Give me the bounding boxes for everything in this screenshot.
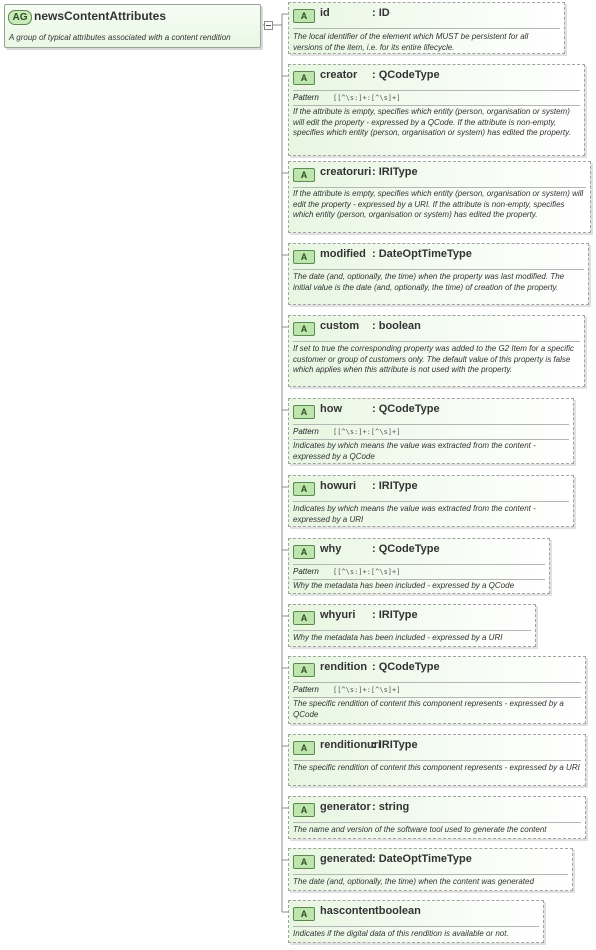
attribute-how[interactable]	[288, 398, 574, 464]
collapse-toggle-icon[interactable]	[264, 21, 273, 30]
attribute-whyuri[interactable]	[288, 604, 536, 647]
attribute-type: : boolean	[372, 905, 421, 917]
attribute-badge: A	[293, 168, 315, 182]
attribute-pattern-label: Pattern	[293, 427, 319, 436]
attribute-divider	[293, 341, 580, 342]
attribute-divider	[293, 579, 545, 580]
attribute-description: Indicates by which means the value was extracted from the content - expressed by a QCode	[293, 441, 536, 461]
attribute-description: Why the metadata has been included - expressed by a URI	[293, 633, 503, 642]
attribute-description: Why the metadata has been included - expressed by a QCode	[293, 581, 515, 590]
attribute-divider	[293, 564, 545, 565]
attribute-type: : QCodeType	[372, 403, 440, 415]
attribute-hascontent[interactable]	[288, 900, 544, 943]
attribute-description: The date (and, optionally, the time) when the content was generated	[293, 877, 534, 886]
attribute-description: If the attribute is empty, specifies which entity (person, organisation or system) will edit the property - expressed by a QCode. If the attribute is non-empty, specifies which entity (person, organisation or system) has edited the property.	[293, 107, 571, 137]
attribute-name: how	[320, 403, 342, 415]
attribute-badge: A	[293, 907, 315, 921]
attribute-pattern-value: [[^\s:]+:[^\s]+]	[333, 428, 401, 436]
attribute-group-box[interactable]	[4, 4, 261, 48]
attribute-type: : DateOptTimeType	[372, 248, 472, 260]
attribute-generator[interactable]	[288, 796, 586, 839]
attribute-creator[interactable]	[288, 64, 585, 156]
attribute-description: Indicates if the digital data of this rendition is available or not.	[293, 929, 509, 938]
attribute-badge: A	[293, 663, 315, 677]
attribute-badge: A	[293, 741, 315, 755]
attribute-pattern-label: Pattern	[293, 93, 319, 102]
attribute-name: id	[320, 7, 330, 19]
attribute-description: The name and version of the software tool used to generate the content	[293, 825, 547, 834]
attribute-pattern-value: [[^\s:]+:[^\s]+]	[333, 568, 401, 576]
attribute-badge: A	[293, 405, 315, 419]
attribute-name: creatoruri	[320, 166, 372, 178]
attribute-badge: A	[293, 250, 315, 264]
attribute-badge: A	[293, 855, 315, 869]
attribute-why[interactable]	[288, 538, 550, 594]
attribute-divider	[293, 424, 569, 425]
attribute-name: renditionuri	[320, 739, 382, 751]
attribute-rendition[interactable]	[288, 656, 586, 724]
attribute-badge: A	[293, 322, 315, 336]
attribute-divider	[293, 682, 581, 683]
attribute-renditionuri[interactable]	[288, 734, 586, 786]
attribute-pattern-value: [[^\s:]+:[^\s]+]	[333, 94, 401, 102]
attribute-description: The specific rendition of content this component represents - expressed by a QCode	[293, 699, 564, 719]
attribute-divider	[293, 28, 560, 29]
attribute-badge: A	[293, 803, 315, 817]
attribute-pattern-value: [[^\s:]+:[^\s]+]	[333, 686, 401, 694]
attribute-type: : string	[372, 801, 410, 813]
attribute-group-description: A group of typical attributes associated with a content rendition	[9, 33, 231, 42]
attribute-type: : IRIType	[372, 166, 418, 178]
attribute-divider	[293, 822, 581, 823]
attribute-description: The date (and, optionally, the time) when the property was last modified. The initial value is the date (and, optionally, the time) of creation of the property.	[293, 272, 565, 292]
attribute-group-name: newsContentAttributes	[34, 9, 166, 23]
attribute-pattern-label: Pattern	[293, 567, 319, 576]
attribute-badge: A	[293, 545, 315, 559]
attribute-description: If set to true the corresponding property was added to the G2 Item for a specific customer or group of customers only. The default value of this property is false which applies when this attribute is not used with the property.	[293, 344, 575, 374]
attribute-divider	[293, 90, 580, 91]
attribute-type: : QCodeType	[372, 543, 440, 555]
attribute-custom[interactable]	[288, 315, 585, 387]
attribute-name: why	[320, 543, 342, 555]
attribute-divider	[293, 630, 531, 631]
attribute-badge: A	[293, 71, 315, 85]
attribute-creatoruri[interactable]	[288, 161, 591, 233]
attribute-divider	[293, 105, 580, 106]
attribute-divider	[293, 501, 569, 502]
attribute-pattern-label: Pattern	[293, 685, 319, 694]
attribute-divider	[293, 187, 586, 188]
attribute-divider	[293, 874, 568, 875]
attribute-name: howuri	[320, 480, 357, 492]
attribute-name: modified	[320, 248, 366, 260]
attribute-divider	[293, 926, 539, 927]
attribute-generated[interactable]	[288, 848, 573, 891]
attribute-divider	[293, 269, 584, 270]
attribute-type: : IRIType	[372, 480, 418, 492]
attribute-modified[interactable]	[288, 243, 589, 305]
attribute-group-badge: AG	[8, 10, 32, 25]
attribute-name: custom	[320, 320, 360, 332]
attribute-name: hascontent	[320, 905, 379, 917]
attribute-howuri[interactable]	[288, 475, 574, 527]
attribute-type: : IRIType	[372, 739, 418, 751]
attribute-divider	[293, 760, 581, 761]
attribute-id[interactable]	[288, 2, 565, 54]
attribute-name: rendition	[320, 661, 368, 673]
attribute-description: The specific rendition of content this component represents - expressed by a URI	[293, 763, 580, 772]
attribute-description: If the attribute is empty, specifies which entity (person, organisation or system) will edit the property - expressed by a URI. If the attribute is non-empty, specifies which entity (person, organisation or system) has edited the property.	[293, 189, 584, 219]
attribute-name: generator	[320, 801, 371, 813]
attribute-name: whyuri	[320, 609, 356, 621]
attribute-name: creator	[320, 69, 358, 81]
attribute-divider	[293, 439, 569, 440]
attribute-badge: A	[293, 611, 315, 625]
attribute-divider	[293, 697, 581, 698]
attribute-type: : boolean	[372, 320, 421, 332]
attribute-type: : QCodeType	[372, 661, 440, 673]
attribute-type: : QCodeType	[372, 69, 440, 81]
attribute-type: : IRIType	[372, 609, 418, 621]
attribute-type: : DateOptTimeType	[372, 853, 472, 865]
attribute-badge: A	[293, 482, 315, 496]
attribute-description: Indicates by which means the value was extracted from the content - expressed by a URI	[293, 504, 536, 524]
attribute-description: The local identifier of the element which MUST be persistent for all versions of the item, i.e. for its entire lifecycle.	[293, 32, 529, 52]
attribute-badge: A	[293, 9, 315, 23]
attribute-type: : ID	[372, 7, 390, 19]
attribute-name: generated	[320, 853, 373, 865]
